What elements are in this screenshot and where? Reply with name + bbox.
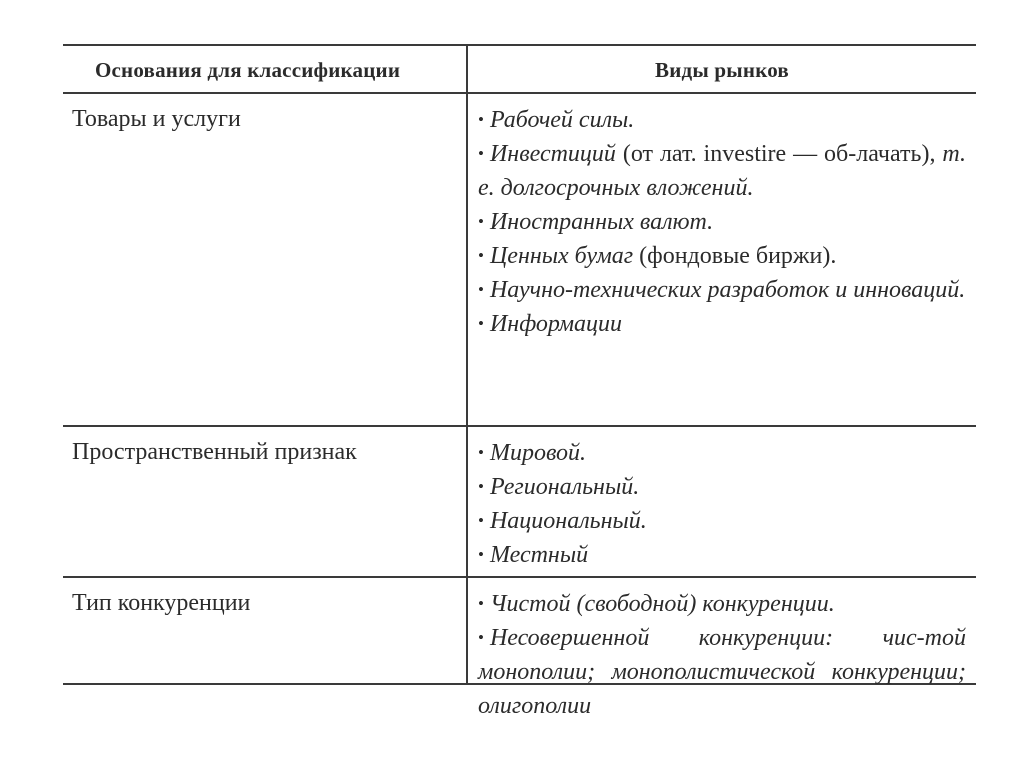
list-item: • Научно-технических разработок и инноваций.: [478, 273, 966, 307]
bullet-icon: •: [478, 144, 484, 163]
list-item: • Национальный.: [478, 504, 966, 538]
table-row: [63, 427, 976, 578]
market-types-list: [478, 94, 966, 341]
header-classification-basis: Основания для классификации: [95, 58, 401, 82]
list-item: • Региональный.: [478, 470, 966, 504]
bullet-icon: •: [478, 477, 484, 496]
bullet-icon: •: [478, 280, 484, 299]
bullet-icon: •: [478, 246, 484, 265]
bullet-icon: •: [478, 511, 484, 530]
bullet-icon: •: [478, 212, 484, 231]
market-types-list: [478, 427, 966, 572]
list-item: • Ценных бумаг (фондовые биржи).: [478, 239, 966, 273]
row-basis-label: Пространственный признак: [72, 439, 357, 465]
market-classification-table: [63, 44, 976, 719]
bullet-icon: •: [478, 545, 484, 564]
header-market-types: Виды рынков: [655, 58, 789, 82]
table-header-row: [63, 46, 976, 94]
list-item: • Чистой (свободной) конкуренции.: [478, 587, 966, 621]
list-item: • Инвестиций (от лат. investire — об-лачать), т. е. долгосрочных вложений.: [478, 137, 966, 205]
list-item: • Местный: [478, 538, 966, 572]
bullet-icon: •: [478, 443, 484, 462]
bullet-icon: •: [478, 628, 484, 647]
row-basis-label: Тип конкуренции: [72, 590, 251, 616]
market-types-list: [478, 578, 966, 723]
bullet-icon: •: [478, 594, 484, 613]
bullet-icon: •: [478, 314, 484, 333]
table-row: [63, 94, 976, 427]
list-item: • Иностранных валют.: [478, 205, 966, 239]
list-item: • Информации: [478, 307, 966, 341]
bullet-icon: •: [478, 110, 484, 129]
list-item: • Мировой.: [478, 436, 966, 470]
row-basis-label: Товары и услуги: [72, 106, 241, 132]
list-item: • Несовершенной конкуренции: чис-той монополии; монополистической конкуренции; олигополии: [478, 621, 966, 723]
list-item: • Рабочей силы.: [478, 103, 966, 137]
table-row: [63, 578, 976, 719]
